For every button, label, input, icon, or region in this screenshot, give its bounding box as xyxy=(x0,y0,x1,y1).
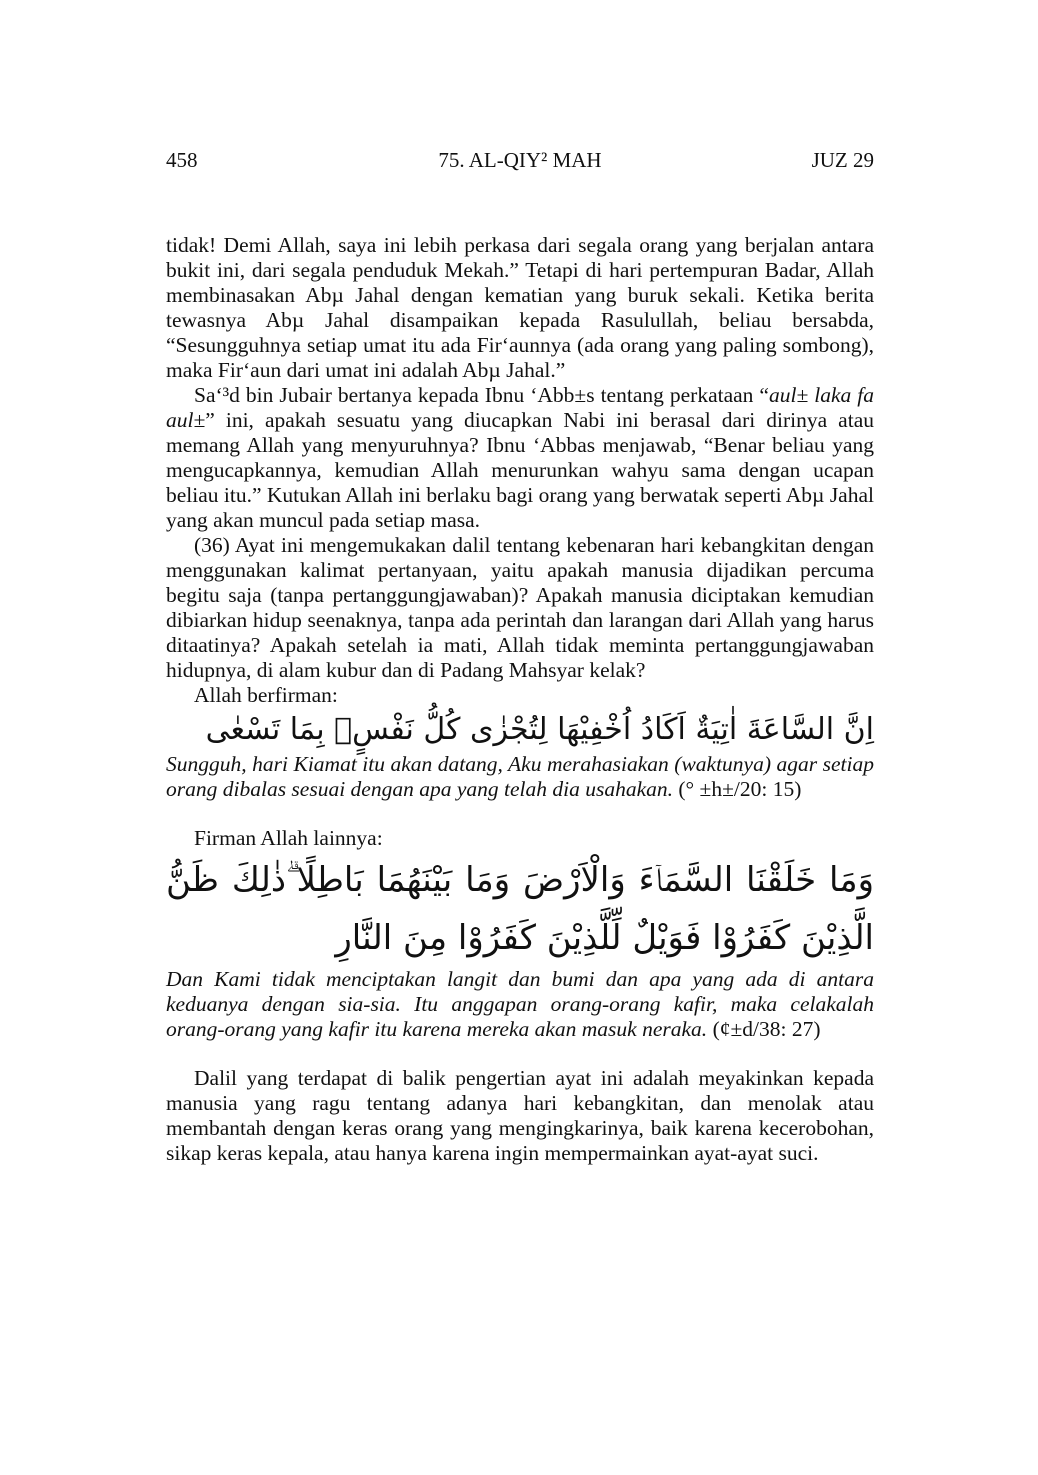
verse-translation-sad xyxy=(166,967,874,1042)
page-number: 458 xyxy=(166,148,198,172)
chapter-title: 75. AL-QIY² MAH xyxy=(438,148,602,172)
paragraph-verse-36: (36) Ayat ini mengemukakan dalil tentang kebenaran hari kebangkitan dengan menggunakan kalimat pertanyaan, yaitu apakah manusia dijadikan percuma begitu saja (tanpa pertanggungjawaban)? Apakah manusia diciptakan kemudian dibiarkan hidup seenaknya, tanpa ada perintah dan larangan dari Allah yang harus ditaatinya? Apakah setelah ia mati, Allah tidak meminta pertanggungjawaban hidupnya, di alam kubur dan di Padang Mahsyar kelak? xyxy=(166,533,874,682)
juz-label: JUZ 29 xyxy=(811,148,874,172)
verse-reference: (¢±d/38: 27) xyxy=(712,1017,821,1041)
paragraph-text: ” ini, apakah sesuatu yang diucapkan Nabi ini berasal dari dirinya atau memang Allah yang menyuruhnya? Ibnu ‘Abbas menjawab, “Benar beliau yang mengucapkannya, kemudian Allah menurunkan wahyu sama dengan ucapan beliau itu.” Kutukan Allah ini berlaku bagi orang yang berwatak seperti Abµ Jahal yang akan muncul pada setiap masa. xyxy=(166,408,874,532)
arabic-verse-taha: اِنَّ السَّاعَةَ اٰتِيَةٌ اَكَادُ اُخْفِيْهَا لِتُجْزٰى كُلُّ نَفْسٍۢ بِمَا تَسْعٰى xyxy=(205,712,874,747)
paragraph-said-bin-jubair xyxy=(166,383,874,533)
paragraph-intro-verse: Allah berfirman: xyxy=(194,683,338,707)
translation-text: Dan Kami tidak menciptakan langit dan bumi dan apa yang ada di antara keduanya dengan sia-sia. Itu anggapan orang-orang kafir, maka celakalah orang-orang yang kafir itu karena mereka akan masuk neraka. xyxy=(166,967,874,1041)
running-header xyxy=(166,145,874,175)
paragraph-dalil: Dalil yang terdapat di balik pengertian ayat ini adalah meyakinkan kepada manusia yang ragu tentang adanya hari kebangkitan, dan menolak atau membantah dengan keras orang yang mengingkarinya, baik karena kecerobohan, sikap keras kepala, atau hanya karena ingin mempermainkan ayat-ayat suci. xyxy=(166,1066,874,1165)
italic-phrase: aul± laka fa aul± xyxy=(166,383,874,432)
spacer xyxy=(166,802,874,826)
arabic-verse-sad: وَمَا خَلَقْنَا السَّمَاۤءَ وَالْاَرْضَ وَمَا بَيْنَهُمَا بَاطِلًا ۗذٰلِكَ ظَنُّ الَّذِيْنَ كَفَرُوْا فَوَيْلٌ لِّلَّذِيْنَ كَفَرُوْا مِنَ النَّارِ xyxy=(166,860,874,958)
translation-text: Sungguh, hari Kiamat itu akan datang, Aku merahasiakan (waktunya) agar setiap orang dibalas sesuai dengan apa yang telah dia usahakan. xyxy=(166,752,874,801)
verse-translation-taha xyxy=(166,752,874,802)
paragraph-intro-verse-2: Firman Allah lainnya: xyxy=(194,826,383,850)
page-body xyxy=(166,233,874,1166)
paragraph-continued: tidak! Demi Allah, saya ini lebih perkasa dari segala orang yang berjalan antara bukit ini, dari segala penduduk Mekah.” Tetapi di hari pertempuran Badar, Allah membinasakan Abµ Jahal dengan kematian yang buruk sekali. Ketika berita tewasnya Abµ Jahal disampaikan kepada Rasulullah, beliau bersabda, “Sesungguhnya setiap umat itu ada Fir‘aunnya (ada orang yang paling sombong), maka Fir‘aun dari umat ini adalah Abµ Jahal.” xyxy=(166,233,874,382)
spacer xyxy=(166,1042,874,1066)
paragraph-text: Sa‘³d bin Jubair bertanya kepada Ibnu ‘Abb±s tentang perkataan “ xyxy=(194,383,769,407)
verse-reference: (° ±h±/20: 15) xyxy=(678,777,802,801)
